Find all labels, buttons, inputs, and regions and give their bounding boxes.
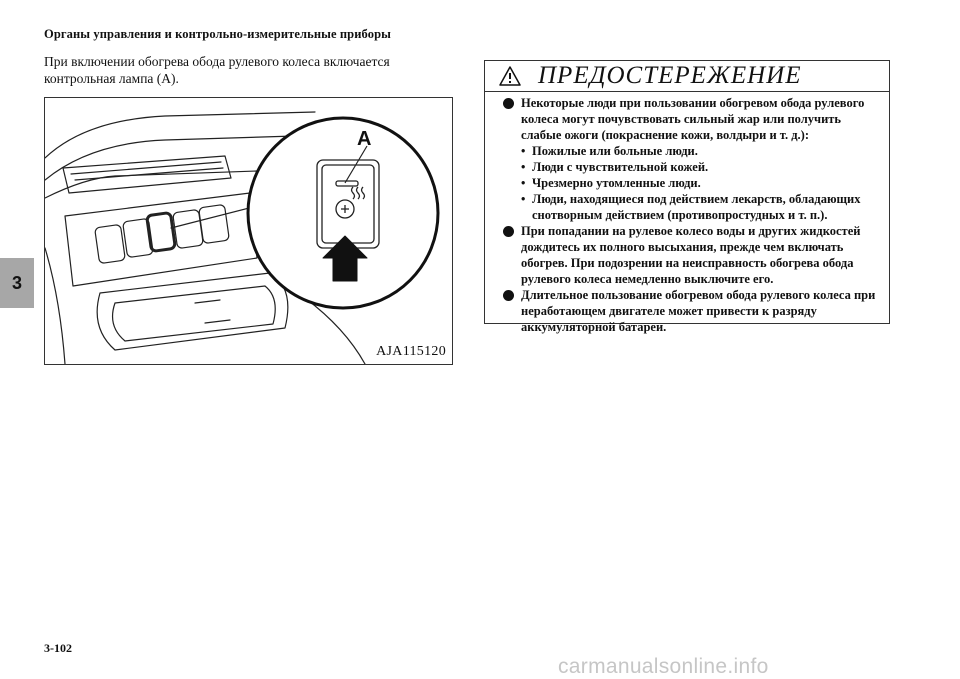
bullet-dot-icon — [503, 290, 514, 301]
callout-label: A — [357, 128, 372, 150]
warning-body — [485, 92, 889, 335]
bullet-dot-icon — [503, 226, 514, 237]
figure-code: AJA115120 — [376, 344, 446, 359]
warning-item: Некоторые люди при пользовании обогревом обода рулевого колеса могут почувствовать сильный жар или получить слабые ожоги (покраснение кожи, волдыри и т. д.): — [495, 95, 881, 143]
warning-subitem: • Чрезмерно утомленные люди. — [521, 176, 701, 190]
bullet-icon: • — [521, 176, 526, 190]
switch-panel-drawing — [45, 98, 452, 364]
warning-title: ПРЕДОСТЕРЕЖЕНИЕ — [538, 62, 802, 89]
watermark-link[interactable]: carmanualsonline.info — [558, 655, 769, 678]
chapter-number: 3 — [11, 272, 22, 293]
warning-box — [484, 60, 890, 334]
intro-paragraph: При включении обогрева обода рулевого колеса включается контрольная лампа (А). — [44, 54, 390, 86]
page-header-title: Органы управления и контрольно-измерительные приборы — [44, 27, 391, 41]
chapter-tab — [0, 258, 34, 308]
warning-item: При попадании на рулевое колесо воды и других жидкостей дождитесь их полного высыхания, прежде чем включать обогрев. При подозрении на неисправность обогрева обода рулевого колеса немедленно выключите его. — [495, 223, 881, 287]
warning-subitem: • Люди, находящиеся под действием лекарств, обладающих снотворным действием (противопростудных и т. п.). — [521, 192, 861, 222]
warning-subitem: • Люди с чувствительной кожей. — [521, 160, 709, 174]
figure-illustration — [44, 97, 453, 365]
warning-item: Длительное пользование обогревом обода рулевого колеса при неработающем двигателе может привести к разряду аккумуляторной батареи. — [495, 287, 881, 335]
bullet-icon: • — [521, 144, 526, 158]
bullet-dot-icon — [503, 98, 514, 109]
warning-header — [485, 61, 889, 92]
bullet-icon: • — [521, 160, 526, 174]
warning-triangle-icon — [499, 66, 521, 91]
warning-subitem: • Пожилые или больные люди. — [521, 144, 698, 158]
page-number: 3-102 — [44, 641, 72, 655]
bullet-icon: • — [521, 192, 526, 206]
